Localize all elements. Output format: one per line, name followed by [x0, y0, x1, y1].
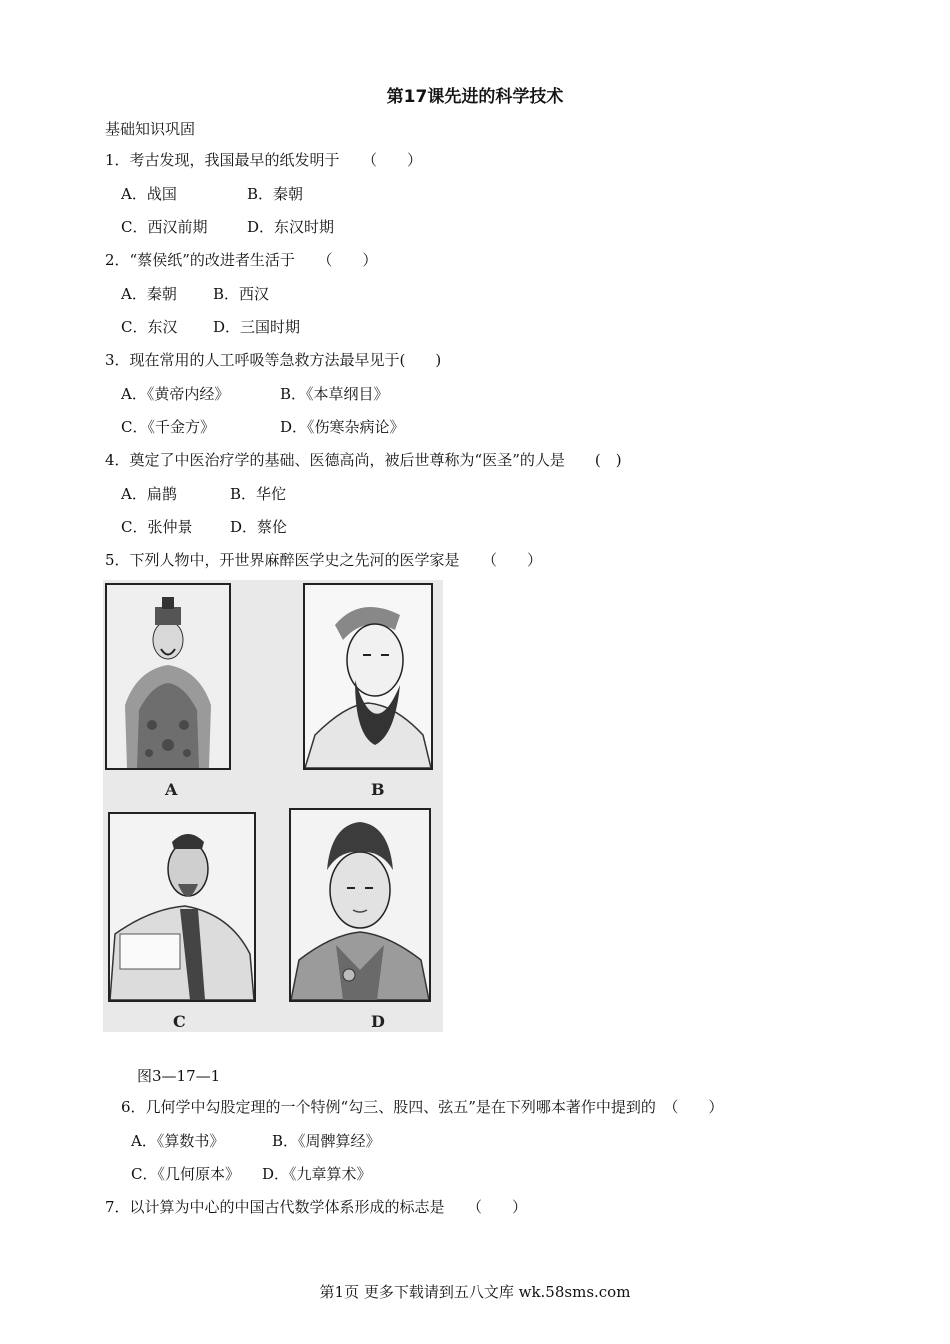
portrait-d-label: D	[371, 1012, 385, 1031]
page-footer: 第1页 更多下载请到五八文库 wk.58sms.com	[319, 1283, 631, 1301]
q4-option-a: A．扁鹊	[121, 485, 177, 503]
figure-caption: 图3—17—1	[137, 1067, 221, 1085]
q6-option-b: B．《周髀算经》	[272, 1132, 381, 1150]
question-4: 4．奠定了中医治疗学的基础、医德高尚，被后世尊称为“医圣”的人是 ( )	[105, 451, 622, 469]
q3-option-a: A．《黄帝内经》	[121, 385, 230, 403]
q4-option-c: C．张仲景	[121, 518, 193, 536]
q2-option-a: A．秦朝	[121, 285, 177, 303]
portrait-c-label: C	[173, 1012, 186, 1031]
portrait-b-label: B	[371, 780, 385, 799]
question-5: 5．下列人物中，开世界麻醉医学史之先河的医学家是 （ ）	[105, 551, 543, 569]
q2-option-c: C．东汉	[121, 318, 178, 336]
portrait-figure	[103, 580, 443, 1032]
q4-option-d: D．蔡伦	[230, 518, 288, 536]
q6-option-d: D．《九章算术》	[262, 1165, 372, 1183]
portrait-a-image	[105, 583, 231, 770]
q1-option-d: D．东汉时期	[247, 218, 335, 236]
question-3: 3．现在常用的人工呼吸等急救方法最早见于( )	[105, 351, 442, 369]
question-2: 2．“蔡侯纸”的改进者生活于 （ ）	[105, 251, 378, 269]
portrait-b-image	[303, 583, 433, 770]
q6-option-c: C．《几何原本》	[131, 1165, 240, 1183]
q1-option-c: C．西汉前期	[121, 218, 208, 236]
question-6: 6．几何学中勾股定理的一个特例“勾三、股四、弦五”是在下列哪本著作中提到的 （ ）	[121, 1098, 724, 1116]
q2-option-b: B．西汉	[213, 285, 270, 303]
portrait-a-label: A	[165, 780, 178, 799]
question-7: 7．以计算为中心的中国古代数学体系形成的标志是 （ ）	[105, 1198, 528, 1216]
portrait-d-image	[289, 808, 431, 1002]
page-title: 第17课先进的科学技术	[386, 87, 564, 107]
portrait-c-image	[108, 812, 256, 1002]
q1-option-a: A．战国	[121, 185, 177, 203]
q3-option-b: B．《本草纲目》	[280, 385, 389, 403]
q6-option-a: A．《算数书》	[131, 1132, 225, 1150]
q2-option-d: D．三国时期	[213, 318, 301, 336]
q3-option-d: D．《伤寒杂病论》	[280, 418, 405, 436]
section-heading: 基础知识巩固	[105, 120, 196, 138]
q3-option-c: C．《千金方》	[121, 418, 215, 436]
q1-option-b: B．秦朝	[247, 185, 304, 203]
q4-option-b: B．华佗	[230, 485, 287, 503]
question-1: 1．考古发现，我国最早的纸发明于 （ ）	[105, 151, 423, 169]
